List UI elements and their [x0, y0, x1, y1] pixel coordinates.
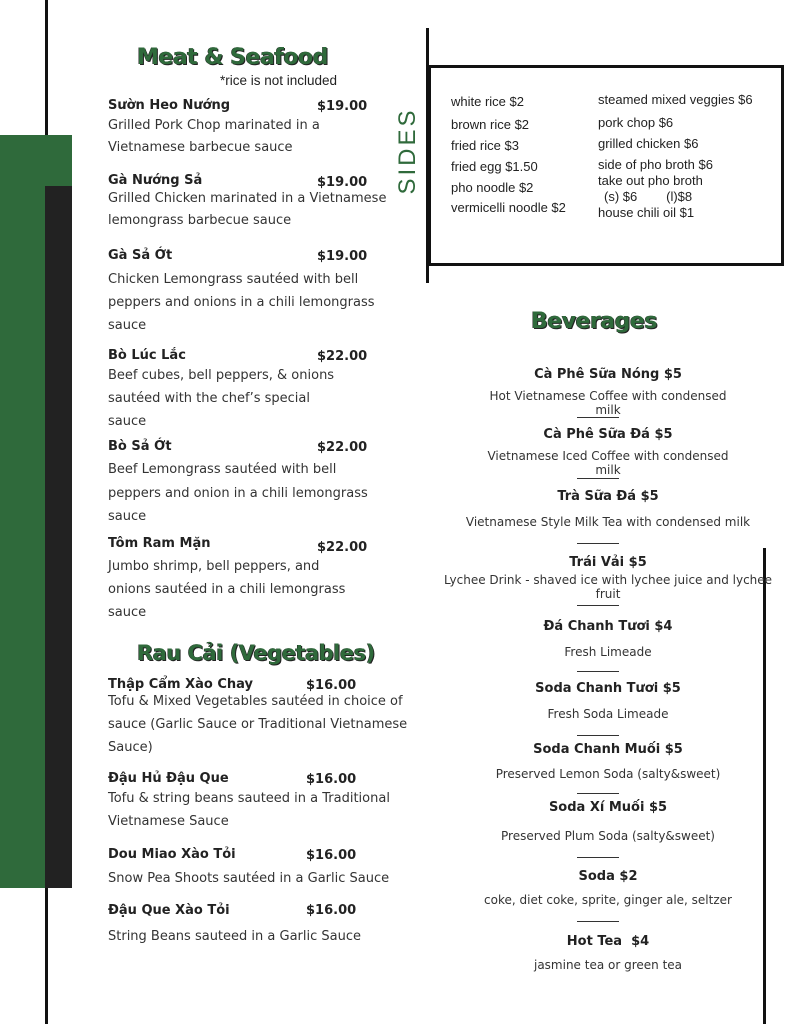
beverage-name: Soda Chanh Tươi $5 — [535, 681, 681, 696]
item-desc-line: Grilled Chicken marinated in a Vietnamese — [108, 191, 387, 206]
side-item: pork chop $6 — [598, 115, 674, 130]
sides-label-text: SIDES — [394, 107, 421, 195]
item-name: Bò Sả Ớt — [108, 439, 172, 454]
side-item: brown rice $2 — [451, 117, 530, 132]
item-name: Tôm Ram Mặn — [108, 536, 211, 551]
beverage-separator — [577, 417, 619, 418]
beverage-desc: Fresh Soda Limeade — [547, 707, 669, 721]
item-price: $19.00 — [317, 175, 368, 190]
beverage-separator — [577, 478, 619, 479]
item-desc-line: sauce — [108, 414, 147, 429]
item-name: Gà Sả Ớt — [108, 248, 173, 263]
beverage-desc: Vietnamese Iced Coffee with condensed milk — [487, 449, 729, 477]
beverage-name: Cà Phê Sữa Nóng $5 — [534, 367, 682, 382]
side-item: vermicelli noodle $2 — [451, 200, 566, 215]
item-desc-line: Beef Lemongrass sautéed with bell — [108, 462, 337, 477]
item-desc-line: Snow Pea Shoots sautéed in a Garlic Sauce — [108, 871, 390, 886]
beverage-desc: Preserved Lemon Soda (salty&sweet) — [495, 767, 721, 781]
item-desc-line: Vietnamese Sauce — [108, 814, 229, 829]
item-desc-line: Beef cubes, bell peppers, & onions — [108, 368, 335, 383]
item-desc-line: String Beans sauteed in a Garlic Sauce — [108, 929, 361, 944]
item-desc-line: Sauce) — [108, 740, 153, 755]
beverage-name: Hot Tea $4 — [566, 934, 650, 949]
item-name: Đậu Que Xào Tỏi — [108, 903, 230, 918]
item-name: Sườn Heo Nướng — [108, 98, 231, 113]
item-price: $16.00 — [306, 848, 357, 863]
item-desc-line: Tofu & Mixed Vegetables sautéed in choice of — [108, 694, 403, 709]
item-desc-line: lemongrass barbecue sauce — [108, 213, 292, 228]
side-item: white rice $2 — [451, 94, 524, 109]
item-desc-line: peppers and onions in a chili lemongrass — [108, 295, 375, 310]
dark-accent-block — [45, 186, 72, 888]
item-desc-line: sautéed with the chef’s special — [108, 391, 310, 406]
item-desc-line: onions sautéed in a chili lemongrass — [108, 582, 346, 597]
item-desc-line: sauce (Garlic Sauce or Traditional Vietnamese — [108, 717, 408, 732]
beverages-title: Beverages — [531, 309, 657, 334]
beverage-desc: Hot Vietnamese Coffee with condensed milk — [489, 389, 727, 417]
side-item: fried rice $3 — [451, 138, 519, 153]
beverage-desc: Vietnamese Style Milk Tea with condensed milk — [465, 515, 751, 529]
vegetables-title: Rau Cải (Vegetables) — [137, 641, 375, 665]
item-name: Dou Miao Xào Tỏi — [108, 847, 236, 862]
item-name: Gà Nướng Sả — [108, 173, 203, 188]
beverage-desc: Fresh Limeade — [564, 645, 652, 659]
beverage-separator — [577, 857, 619, 858]
item-price: $22.00 — [317, 540, 368, 555]
side-item: steamed mixed veggies $6 — [598, 92, 753, 107]
beverage-name: Trà Sữa Đá $5 — [557, 489, 659, 504]
item-price: $16.00 — [306, 678, 357, 693]
item-desc-line: sauce — [108, 318, 147, 333]
item-desc-line: sauce — [108, 509, 147, 524]
meat-seafood-title: Meat & Seafood — [137, 45, 328, 70]
item-price: $19.00 — [317, 99, 368, 114]
item-price: $16.00 — [306, 903, 357, 918]
side-item: take out pho broth — [598, 173, 703, 188]
beverage-name: Cà Phê Sữa Đá $5 — [543, 427, 673, 442]
beverage-separator — [577, 793, 619, 794]
beverage-separator — [577, 543, 619, 544]
item-name: Thập Cẩm Xào Chay — [108, 677, 254, 692]
beverage-separator — [577, 735, 619, 736]
side-item: house chili oil $1 — [598, 205, 695, 220]
side-item: grilled chicken $6 — [598, 136, 699, 151]
side-item: fried egg $1.50 — [451, 159, 538, 174]
item-desc-line: Vietnamese barbecue sauce — [108, 140, 293, 155]
side-item: side of pho broth $6 — [598, 157, 713, 172]
beverage-separator — [577, 605, 619, 606]
item-price: $22.00 — [317, 440, 368, 455]
beverage-desc: jasmine tea or green tea — [533, 958, 683, 972]
beverage-desc: coke, diet coke, sprite, ginger ale, seltzer — [484, 893, 732, 907]
item-name: Đậu Hủ Đậu Que — [108, 771, 229, 786]
beverage-name: Soda Chanh Muối $5 — [533, 742, 683, 757]
item-price: $22.00 — [317, 349, 368, 364]
side-item: pho noodle $2 — [451, 180, 534, 195]
rice-note: *rice is not included — [220, 73, 338, 88]
item-desc-line: Chicken Lemongrass sautéed with bell — [108, 272, 359, 287]
side-item: (s) $6 (l)$8 — [604, 189, 693, 204]
item-desc-line: Grilled Pork Chop marinated in a — [108, 118, 320, 133]
item-desc-line: peppers and onion in a chili lemongrass — [108, 486, 368, 501]
beverage-desc: Preserved Plum Soda (salty&sweet) — [501, 829, 715, 843]
beverage-name: Soda $2 — [578, 869, 638, 884]
item-desc-line: Jumbo shrimp, bell peppers, and — [108, 559, 320, 574]
beverage-separator — [577, 921, 619, 922]
item-name: Bò Lúc Lắc — [108, 348, 186, 363]
item-price: $19.00 — [317, 249, 368, 264]
beverage-separator — [577, 671, 619, 672]
item-desc-line: Tofu & string beans sauteed in a Traditional — [108, 791, 390, 806]
beverage-name: Trái Vải $5 — [569, 555, 647, 570]
sides-label — [388, 105, 428, 197]
item-desc-line: sauce — [108, 605, 147, 620]
beverage-name: Đá Chanh Tươi $4 — [543, 619, 673, 634]
beverage-name: Soda Xí Muối $5 — [548, 800, 668, 815]
beverage-desc: Lychee Drink - shaved ice with lychee juice and lychee fruit — [443, 573, 773, 601]
item-price: $16.00 — [306, 772, 357, 787]
